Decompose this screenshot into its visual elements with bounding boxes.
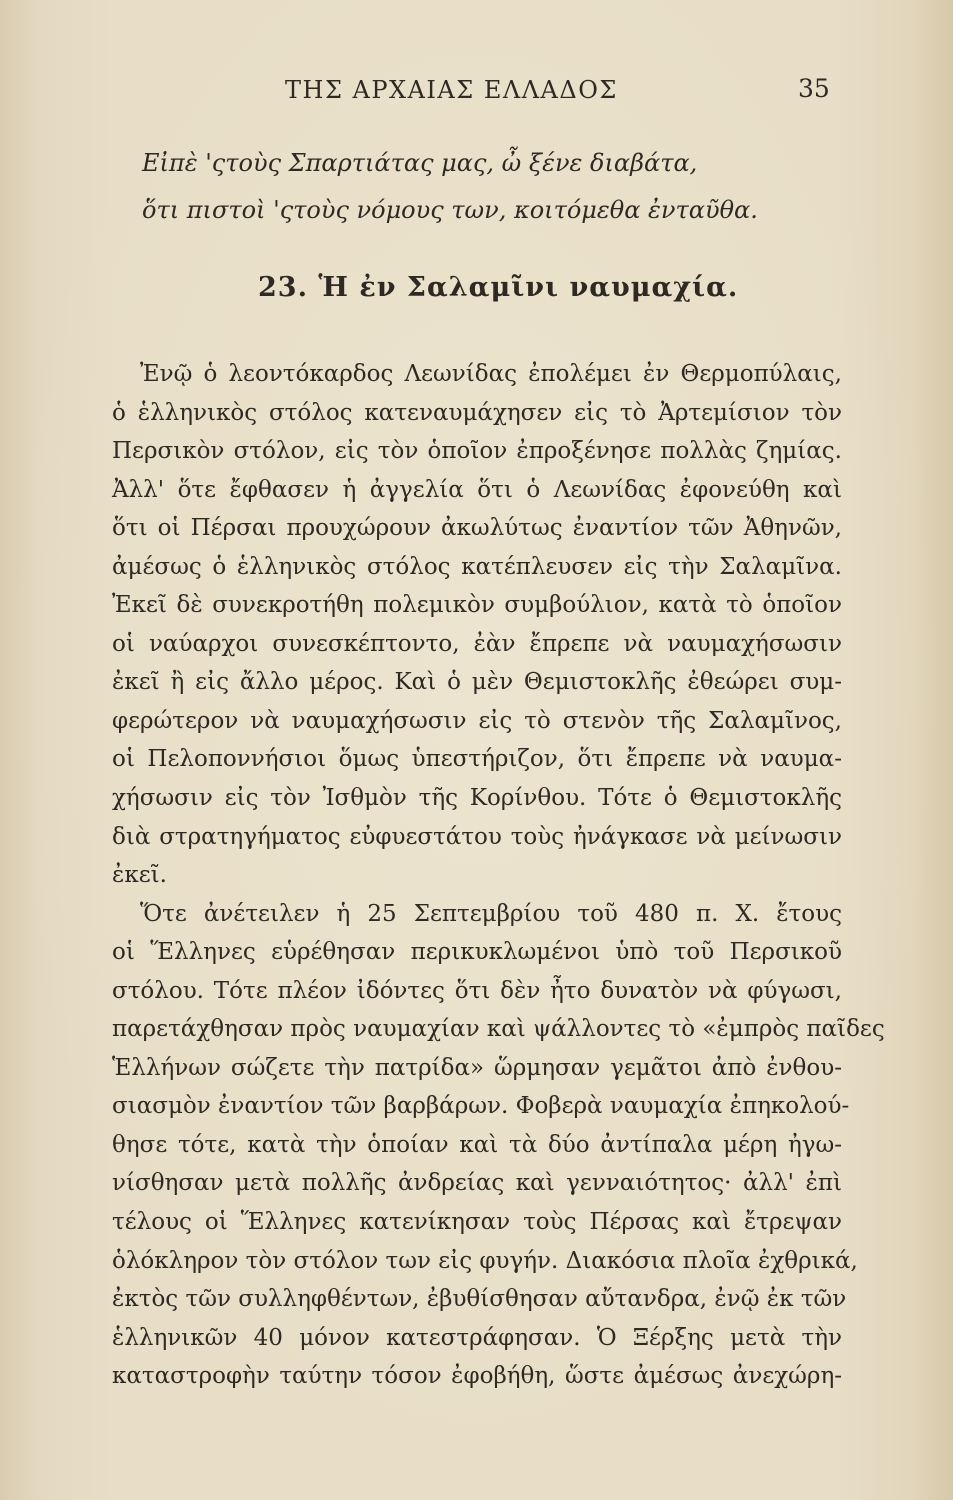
- text-line: σιασμὸν ἐναντίον τῶν βαρβάρων. Φοβερὰ ναυμαχία ἐπηκολού-: [112, 1093, 850, 1120]
- verse-line: Εἰπὲ 'ςτοὺς Σπαρτιάτας μας, ὦ ξένε διαβάτα,: [142, 149, 698, 177]
- paragraph: [112, 355, 842, 895]
- text-line: Ὅτε ἀνέτειλεν ἡ 25 Σεπτεμβρίου τοῦ 480 π. Χ. ἔτους: [140, 900, 842, 927]
- epitaph-verse: [142, 140, 758, 234]
- text-line: καταστροφὴν ταύτην τόσον ἐφοβήθη, ὥστε ἀμέσως ἀνεχώρη-: [112, 1363, 842, 1390]
- text-line: διὰ στρατηγήματος εὐφυεστάτου τοὺς ἠνάγκασε νὰ μείνωσιν: [112, 823, 842, 850]
- text-line: Περσικὸν στόλον, εἰς τὸν ὁποῖον ἐπροξένησε πολλὰς ζημίας.: [112, 438, 842, 465]
- text-line: οἱ ναύαρχοι συνεσκέπτοντο, ἐὰν ἔπρεπε νὰ ναυμαχήσωσιν: [112, 630, 842, 657]
- text-line: ἐκτὸς τῶν συλληφθέντων, ἐβυθίσθησαν αὔτανδρα, ἐνῷ ἐκ τῶν: [112, 1286, 847, 1313]
- running-title: ΤΗΣ ΑΡΧΑΙΑΣ ΕΛΛΑΔΟΣ: [285, 76, 618, 104]
- text-line: ἐκεῖ.: [112, 862, 167, 889]
- text-line: οἱ Ἕλληνες εὑρέθησαν περικυκλωμένοι ὑπὸ τοῦ Περσικοῦ: [112, 939, 842, 966]
- verse-line: ὅτι πιστοὶ 'ςτοὺς νόμους των, κοιτόμεθα ἐνταῦθα.: [142, 196, 758, 224]
- text-line: φερώτερον νὰ ναυμαχήσωσιν εἰς τὸ στενὸν τῆς Σαλαμῖνος,: [112, 707, 842, 734]
- text-line: θησε τότε, κατὰ τὴν ὁποίαν καὶ τὰ δύο ἀντίπαλα μέρη ἠγω-: [112, 1131, 842, 1158]
- text-line: Ἀλλ' ὅτε ἔφθασεν ἡ ἀγγελία ὅτι ὁ Λεωνίδας ἐφονεύθη καὶ: [112, 476, 842, 503]
- text-line: Ἐνῷ ὁ λεοντόκαρδος Λεωνίδας ἐπολέμει ἐν Θερμοπύλαις,: [140, 361, 842, 387]
- text-line: τέλους οἱ Ἕλληνες κατενίκησαν τοὺς Πέρσας καὶ ἔτρεψαν: [112, 1209, 842, 1236]
- text-line: ὁ ἑλληνικὸς στόλος κατεναυμάχησεν εἰς τὸ Ἀρτεμίσιον τὸν: [112, 399, 842, 426]
- text-line: οἱ Πελοποννήσιοι ὅμως ὑπεστήριζον, ὅτι ἔπρεπε νὰ ναυμα-: [112, 746, 842, 773]
- text-line: παρετάχθησαν πρὸς ναυμαχίαν καὶ ψάλλοντες τὸ «ἐμπρὸς παῖδες: [112, 1016, 885, 1043]
- text-line: νίσθησαν μετὰ πολλῆς ἀνδρείας καὶ γενναιότητος· ἀλλ' ἐπὶ: [112, 1170, 842, 1197]
- text-line: ἀμέσως ὁ ἑλληνικὸς στόλος κατέπλευσεν εἰς τὴν Σαλαμῖνα.: [112, 553, 842, 580]
- page-number: 35: [798, 74, 830, 103]
- text-line: χήσωσιν εἰς τὸν Ἰσθμὸν τῆς Κορίνθου. Τότε ὁ Θεμιστοκλῆς: [112, 785, 842, 812]
- text-line: Ἐκεῖ δὲ συνεκροτήθη πολεμικὸν συμβούλιον, κατὰ τὸ ὁποῖον: [112, 592, 842, 619]
- text-line: ὅτι οἱ Πέρσαι προυχώρουν ἀκωλύτως ἐναντίον τῶν Ἀθηνῶν,: [112, 515, 842, 542]
- body-text: [112, 355, 885, 1396]
- text-line: ἑλληνικῶν 40 μόνον κατεστράφησαν. Ὁ Ξέρξης μετὰ τὴν: [112, 1324, 842, 1351]
- page-header: [0, 74, 953, 114]
- text-line: ὁλόκληρον τὸν στόλον των εἰς φυγήν. Διακόσια πλοῖα ἐχθρικά,: [112, 1247, 858, 1274]
- paragraph: [112, 895, 885, 1396]
- section-title: 23. Ἡ ἐν Σαλαμῖνι ναυμαχία.: [258, 272, 739, 303]
- text-line: Ἑλλήνων σώζετε τὴν πατρίδα» ὥρμησαν γεμᾶτοι ἀπὸ ἐνθου-: [112, 1054, 842, 1081]
- text-line: ἐκεῖ ἢ εἰς ἄλλο μέρος. Καὶ ὁ μὲν Θεμιστοκλῆς ἐθεώρει συμ-: [112, 669, 842, 696]
- text-line: στόλου. Τότε πλέον ἰδόντες ὅτι δὲν ἦτο δυνατὸν νὰ φύγωσι,: [112, 977, 842, 1004]
